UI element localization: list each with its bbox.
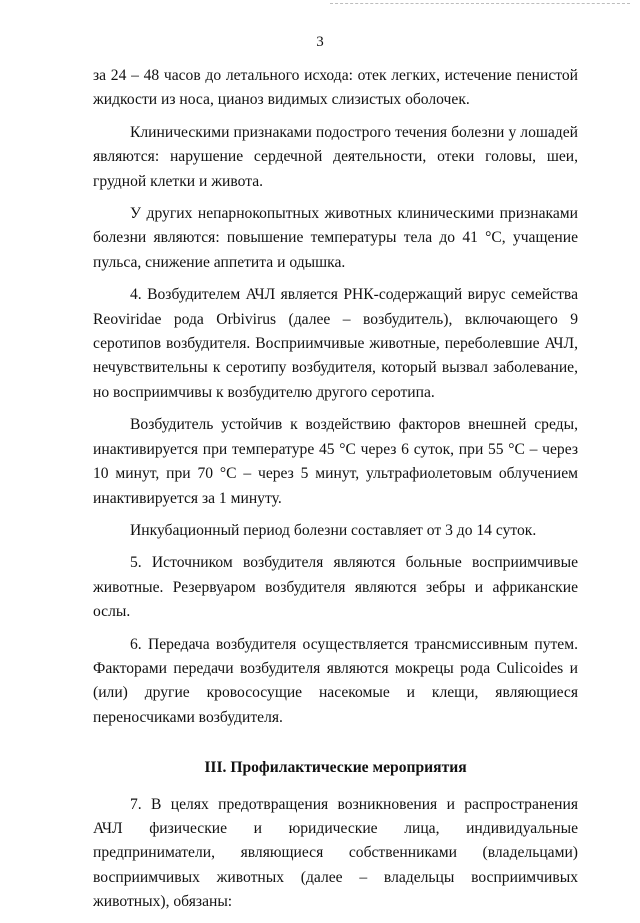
paragraph-4-pathogen: 4. Возбудителем АЧЛ является РНК-содержащий вирус семейства Reoviridae рода Orbivirus (далее – возбудитель), включающего 9 серотипов возбудителя. Восприимчивые животные, переболевшие АЧЛ, нечувствительны к серотипу возбудителя, который вызвал заболевание, но восприимчивы к возбудителю другого серотипа. <box>93 286 578 401</box>
paragraph-other-equids-signs: У других непарнокопытных животных клиническими признаками болезни являются: повышение температуры тела до 41 °С, учащение пульса, снижение аппетита и одышка. <box>93 205 578 271</box>
section-heading-prevention: III. Профилактические мероприятия <box>204 759 467 777</box>
page-number: 3 <box>316 34 324 50</box>
document-body <box>93 64 578 923</box>
paragraph-subacute-signs: Клиническими признаками подострого течения болезни у лошадей являются: нарушение сердечной деятельности, отеки головы, шеи, грудной клетки и живота. <box>93 123 578 190</box>
paragraph-5-source: 5. Источником возбудителя являются больные восприимчивые животные. Резервуаром возбудителя являются зебры и африканские ослы. <box>93 554 578 621</box>
paragraph-7-obligations: 7. В целях предотвращения возникновения и распространения АЧЛ физические и юридические лица, индивидуальные предприниматели, являющиеся собственниками (владельцами) восприимчивых животных (далее – владельцы восприимчивых животных), обязаны: <box>93 795 578 911</box>
top-scan-rule <box>330 3 630 4</box>
paragraph-continuation: за 24 – 48 часов до летального исхода: отек легких, истечение пенистой жидкости из носа, цианоз видимых слизистых оболочек. <box>93 67 578 109</box>
paragraph-pathogen-resistance: Возбудитель устойчив к воздействию факторов внешней среды, инактивируется при температуре 45 °С через 6 суток, при 55 °С – через 10 минут, при 70 °С – через 5 минут, ультрафиолетовым облучением инактивируется за 1 минуту. <box>93 416 578 507</box>
paragraph-incubation-period: Инкубационный период болезни составляет от 3 до 14 суток. <box>130 521 537 539</box>
paragraph-6-transmission: 6. Передача возбудителя осуществляется трансмиссивным путем. Факторами передачи возбудителя являются мокрецы рода Culicoides и (или) другие кровососущие насекомые и клещи, являющиеся переносчиками возбудителя. <box>93 635 578 726</box>
